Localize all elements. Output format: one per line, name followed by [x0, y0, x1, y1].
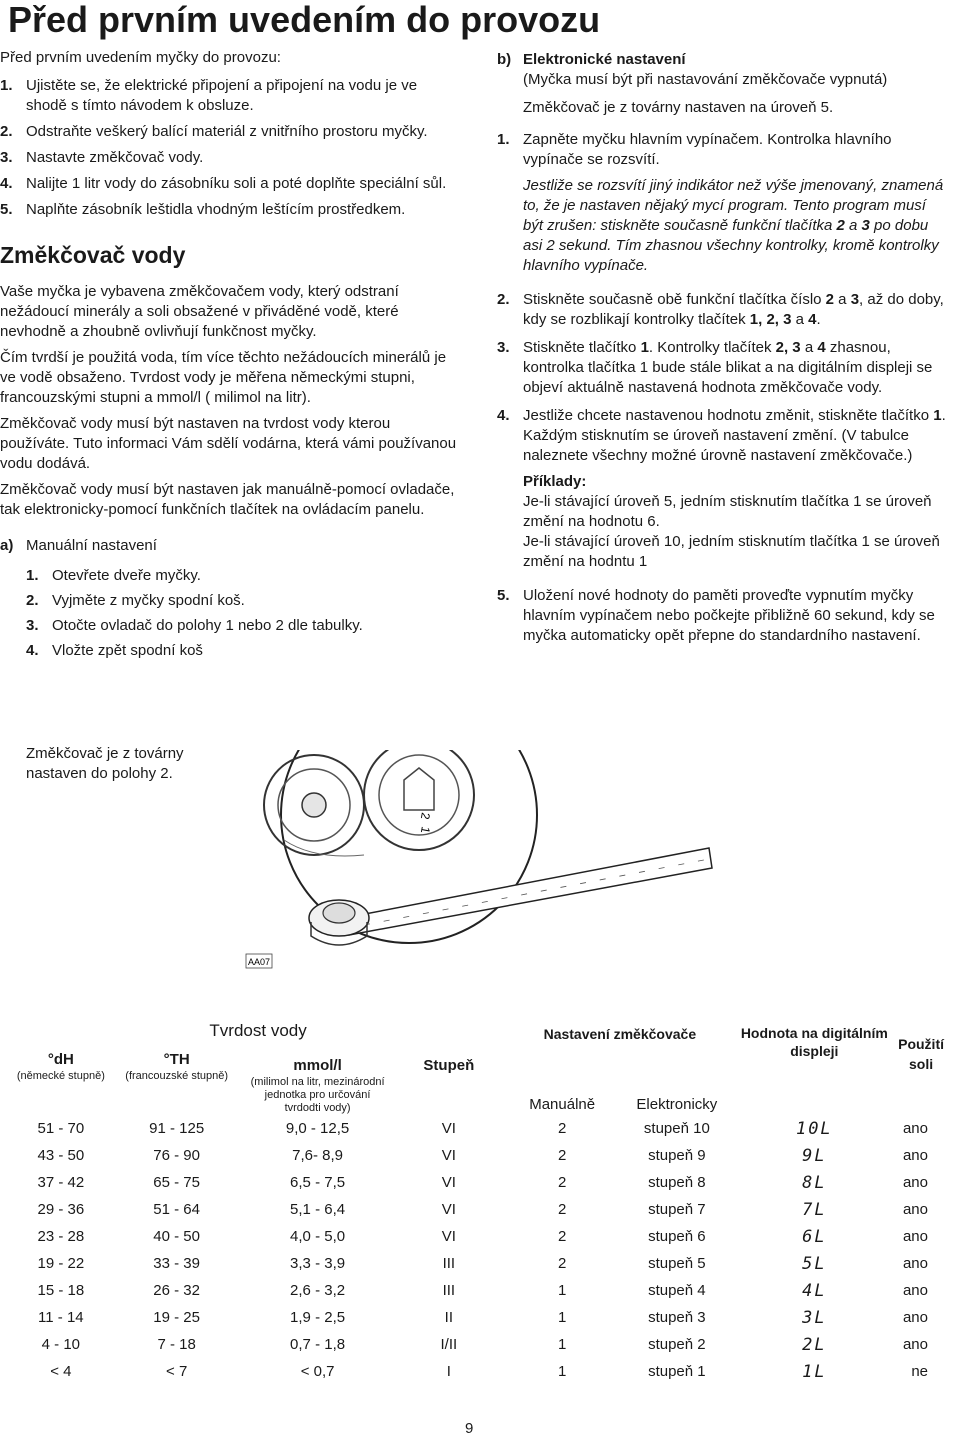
- paragraph: Změkčovač vody musí být nastaven na tvrdost vody kterou používáte. Tuto informaci Vám sdělí vodárna, která vámi používanou vodu dodává.: [0, 415, 457, 472]
- example-1: Je-li stávající úroveň 5, jedním stisknutím tlačítka 1 se úroveň změní na hodnotu 6.: [523, 493, 932, 530]
- table-header-row: [11, 1020, 948, 1042]
- col-th-label: °TH: [163, 1051, 190, 1068]
- cell-elektr: stupeň 7: [648, 1200, 706, 1218]
- cell-mmol: 5,1 - 6,4: [290, 1200, 346, 1218]
- cell-mmol: 2,6 - 3,2: [290, 1281, 346, 1299]
- step-3-text: [523, 338, 947, 398]
- note-part: Jestliže se rozsvítí jiný indikátor než výše jmenovaný, znamená to, že je nastaven nějaký mycí program. Tento program musí být zrušen: stiskněte současně funkční tlačítka: [523, 177, 944, 234]
- cell-manual: 2: [558, 1146, 567, 1164]
- text-part: . Kontrolky tlačítek: [648, 339, 776, 356]
- cell-mmol: 0,7 - 1,8: [290, 1335, 346, 1353]
- cell-th: < 7: [166, 1362, 188, 1380]
- table-row: [11, 1115, 948, 1142]
- electronic-step-5: [497, 586, 947, 646]
- col-mmol-sub: (milimol na litr, mezinárodní jednotka pro určování tvrdodti vody): [250, 1076, 385, 1114]
- cell-disp: 6L: [802, 1226, 827, 1247]
- table-row: [11, 1169, 948, 1196]
- list-text: Nalijte 1 litr vody do zásobníku soli a poté doplňte speciální sůl.: [26, 175, 447, 192]
- col-stupen: Stupeň: [423, 1057, 475, 1074]
- intro-text: Před prvním uvedením myčky do provozu:: [0, 49, 281, 66]
- text-part: a: [791, 311, 809, 328]
- cell-dh: 37 - 42: [37, 1173, 85, 1191]
- cell-stupen: I: [446, 1362, 451, 1380]
- list-text: Odstraňte veškerý balící materiál z vnitřního prostoru myčky.: [26, 123, 428, 140]
- table-row: [11, 1304, 948, 1331]
- text-part: , až do doby, kdy se rozblikají kontrolky tlačítek: [523, 291, 944, 328]
- cell-th: 33 - 39: [153, 1254, 200, 1272]
- key-ref: 1: [933, 407, 942, 424]
- key-ref: 3: [850, 291, 860, 308]
- softener-dial-illustration: [244, 750, 714, 972]
- list-item: [26, 616, 460, 636]
- cell-sul: ano: [902, 1281, 928, 1299]
- list-number: 4.: [26, 642, 39, 659]
- water-hardness-table: [11, 1020, 948, 1385]
- step-2-text: Stiskněte současně obě funkční tlačítka číslo 2 a 3, až do doby, kdy se rozblikají kontrolky tlačítek 1, 2, 3 a 4.: [523, 291, 944, 328]
- step-number: 5.: [497, 587, 510, 604]
- cell-sul: ne: [911, 1362, 928, 1380]
- list-number: 1.: [26, 567, 39, 584]
- cell-stupen: VI: [441, 1146, 456, 1164]
- col-th-sub: (francouzské stupně): [125, 1070, 229, 1082]
- table-row: [11, 1358, 948, 1385]
- text-part: Jestliže chcete nastavenou hodnotu změnit, stiskněte tlačítko: [523, 407, 934, 424]
- electronic-heading: [497, 50, 947, 70]
- note-part: a: [844, 217, 862, 234]
- cell-manual: 2: [558, 1119, 567, 1137]
- cell-mmol: < 0,7: [300, 1362, 335, 1380]
- step-5-text: Uložení nové hodnoty do paměti proveďte vypnutím myčky hlavním vypínačem nebo počkejte přibližně 60 sekund, kdy se myčka automaticky opět přepne do standardního nastavení.: [523, 587, 935, 644]
- cell-mmol: 1,9 - 2,5: [290, 1308, 346, 1326]
- cell-elektr: stupeň 1: [648, 1362, 706, 1380]
- table-row: [11, 1331, 948, 1358]
- col-hodnota: Hodnota na digitálním displeji: [740, 1025, 888, 1059]
- cell-dh: 29 - 36: [37, 1200, 85, 1218]
- cell-elektr: stupeň 4: [648, 1281, 706, 1299]
- manual-title: Manuální nastavení: [26, 537, 157, 554]
- text-part: Stiskněte tlačítko: [523, 339, 641, 356]
- list-text: Otočte ovladač do polohy 1 nebo 2 dle tabulky.: [52, 617, 363, 634]
- examples-title: Příklady:: [523, 473, 587, 490]
- group-header: Tvrdost vody: [209, 1021, 307, 1040]
- cell-dh: 15 - 18: [37, 1281, 85, 1299]
- list-number: 5.: [0, 201, 13, 218]
- electronic-step-1: [497, 130, 947, 276]
- cell-disp: 1L: [802, 1361, 827, 1382]
- manual-heading: [0, 536, 460, 556]
- col-dh-label: °dH: [47, 1051, 74, 1068]
- cell-elektr: stupeň 2: [648, 1335, 706, 1353]
- cell-sul: ano: [902, 1119, 928, 1137]
- manual-steps-list: [0, 566, 460, 661]
- step-number: 1.: [497, 131, 510, 148]
- list-item: [0, 122, 460, 142]
- cell-sul: ano: [902, 1146, 928, 1164]
- cell-th: 19 - 25: [153, 1308, 200, 1326]
- cell-elektr: stupeň 3: [648, 1308, 706, 1326]
- electronic-step-3: [497, 338, 947, 398]
- step-number: 3.: [497, 339, 510, 356]
- list-item: [0, 148, 460, 168]
- cell-disp: 8L: [802, 1172, 827, 1193]
- col-nastaveni: Nastavení změkčovače: [543, 1026, 697, 1042]
- cell-th: 26 - 32: [153, 1281, 200, 1299]
- list-text: Vyjměte z myčky spodní koš.: [52, 592, 245, 609]
- table-row: [11, 1277, 948, 1304]
- cell-mmol: 7,6- 8,9: [292, 1146, 344, 1164]
- page-number: 9: [465, 1420, 474, 1437]
- cell-disp: 10L: [795, 1118, 833, 1139]
- cell-stupen: III: [442, 1281, 456, 1299]
- cell-sul: ano: [902, 1200, 928, 1218]
- softener-paragraphs: [0, 282, 460, 520]
- cell-mmol: 3,3 - 3,9: [290, 1254, 346, 1272]
- text-part: a: [800, 339, 818, 356]
- example-2: Je-li stávající úroveň 10, jedním stisknutím tlačítka 1 se úroveň změní na hodntu 1: [523, 533, 940, 570]
- cell-dh: 51 - 70: [37, 1119, 85, 1137]
- section-title: Změkčovač vody: [0, 242, 186, 268]
- electronic-step-4: [497, 406, 947, 572]
- cell-elektr: stupeň 9: [648, 1146, 706, 1164]
- step-4-text: [523, 406, 947, 466]
- cell-sul: ano: [902, 1335, 928, 1353]
- cell-elektr: stupeň 8: [648, 1173, 706, 1191]
- list-number: 2.: [26, 592, 39, 609]
- table-row: [11, 1196, 948, 1223]
- col-mmol: [243, 1042, 393, 1115]
- cell-manual: 2: [558, 1227, 567, 1245]
- table-row: [11, 1223, 948, 1250]
- cell-mmol: 6,5 - 7,5: [290, 1173, 346, 1191]
- cell-dh: 23 - 28: [37, 1227, 85, 1245]
- cell-dh: 19 - 22: [37, 1254, 85, 1272]
- key-ref: 1, 2, 3: [749, 311, 792, 328]
- text-part: . Každým stisknutím se úroveň nastavení změní. (V tabulce naleznete všechny možné úrovně nastavení změkčovače.): [523, 407, 946, 464]
- table-row: [11, 1142, 948, 1169]
- col-dh-sub: (německé stupně): [16, 1070, 105, 1082]
- cell-disp: 7L: [802, 1199, 827, 1220]
- cell-th: 51 - 64: [153, 1200, 200, 1218]
- text-part: Stiskněte současně obě funkční tlačítka číslo: [523, 291, 826, 308]
- col-manual: Manuálně: [529, 1096, 596, 1113]
- paragraph: Čím tvrdší je použitá voda, tím více těchto nežádoucích minerálů je ve vodě obsaženo. Tvrdost vody je měřena německými stupni, francouzskými stupni a mmol/l ( milimol na litr).: [0, 349, 447, 406]
- list-item: [0, 200, 460, 220]
- dial-label-2: 2: [417, 811, 433, 821]
- factory-note: Změkčovač je z továrny nastaven do polohy 2.: [26, 745, 184, 782]
- cell-sul: ano: [902, 1254, 928, 1272]
- cell-stupen: II: [444, 1308, 454, 1326]
- cell-dh: 43 - 50: [37, 1146, 85, 1164]
- cell-manual: 1: [558, 1335, 567, 1353]
- setup-steps-list: [0, 76, 460, 220]
- paragraph: Vaše myčka je vybavena změkčovačem vody, který odstraní nežádoucí minerály a soli obsažené v přiváděné vodě, které nevhodně a zhoubně ovlivňují funkčnost myčky.: [0, 283, 399, 340]
- cell-dh: 4 - 10: [41, 1335, 81, 1353]
- dial-label-1: 1: [417, 825, 433, 835]
- key-ref: 3: [861, 217, 870, 234]
- col-mmol-label: mmol/l: [293, 1057, 342, 1074]
- cell-th: 91 - 125: [149, 1119, 205, 1137]
- electronic-title: Elektronické nastavení: [523, 51, 686, 68]
- cell-disp: 5L: [802, 1253, 827, 1274]
- cell-stupen: VI: [441, 1200, 456, 1218]
- cell-sul: ano: [902, 1173, 928, 1191]
- cell-manual: 2: [558, 1254, 567, 1272]
- list-number: 3.: [26, 617, 39, 634]
- paragraph: Změkčovač vody musí být nastaven jak manuálně-pomocí ovladače, tak elektronicky-pomocí funkčních tlačítek na ovládacím panelu.: [0, 481, 455, 518]
- cell-stupen: I/II: [440, 1335, 458, 1353]
- key-ref: 2: [825, 291, 835, 308]
- list-number: 3.: [0, 149, 13, 166]
- left-column: [0, 48, 460, 666]
- cell-disp: 3L: [802, 1307, 827, 1328]
- list-text: Naplňte zásobník leštidla vhodným leštícím prostředkem.: [26, 201, 406, 218]
- cell-stupen: VI: [441, 1173, 456, 1191]
- cell-th: 40 - 50: [153, 1227, 200, 1245]
- cell-disp: 9L: [802, 1145, 827, 1166]
- step-1-text: Zapněte myčku hlavním vypínačem. Kontrolka hlavního vypínače se rozsvítí.: [523, 131, 892, 168]
- key-ref: 4: [808, 311, 817, 328]
- list-text: Otevřete dveře myčky.: [52, 567, 201, 584]
- right-column: [497, 50, 947, 652]
- list-number: 4.: [0, 175, 13, 192]
- list-text: Nastavte změkčovač vody.: [26, 149, 204, 166]
- cell-manual: 2: [558, 1200, 567, 1218]
- list-item: [0, 76, 460, 116]
- col-dh: [11, 1042, 111, 1115]
- list-text: Vložte zpět spodní koš: [52, 642, 203, 659]
- step-1-note: [523, 176, 947, 276]
- col-th: [111, 1042, 243, 1115]
- figure-code: AA07: [248, 957, 271, 967]
- cell-th: 76 - 90: [153, 1146, 200, 1164]
- cell-th: 7 - 18: [157, 1335, 196, 1353]
- cell-stupen: VI: [441, 1227, 456, 1245]
- cell-mmol: 4,0 - 5,0: [290, 1227, 346, 1245]
- cell-sul: ano: [902, 1227, 928, 1245]
- electronic-subtitle: (Myčka musí být při nastavování změkčovače vypnutá): [523, 71, 888, 88]
- col-elektr: Elektronicky: [636, 1096, 718, 1113]
- cell-elektr: stupeň 5: [648, 1254, 706, 1272]
- list-item: [0, 174, 460, 194]
- key-ref: 4: [817, 339, 826, 356]
- cell-elektr: stupeň 10: [643, 1119, 710, 1137]
- cell-manual: 1: [558, 1362, 567, 1380]
- table-row: [11, 1250, 948, 1277]
- list-text: Ujistěte se, že elektrické připojení a připojení na vodu je ve shodě s tímto návodem k obsluze.: [26, 77, 418, 114]
- electronic-step-2: [497, 290, 947, 330]
- cell-disp: 2L: [802, 1334, 827, 1355]
- page-title: Před prvním uvedením do provozu: [8, 0, 601, 40]
- cell-manual: 1: [558, 1308, 567, 1326]
- text-part: zhasnou, kontrolka tlačítka 1 bude stále blikat a na digitálním displeji se objeví aktuálně nastavená hodnota změkčovače vody.: [523, 339, 933, 396]
- cell-stupen: III: [442, 1254, 456, 1272]
- list-item: [26, 641, 460, 661]
- cell-dh: < 4: [50, 1362, 72, 1380]
- cell-disp: 4L: [802, 1280, 827, 1301]
- cell-stupen: VI: [441, 1119, 456, 1137]
- text-part: a: [834, 291, 851, 308]
- cell-elektr: stupeň 6: [648, 1227, 706, 1245]
- cell-th: 65 - 75: [153, 1173, 200, 1191]
- key-ref: 1: [640, 339, 649, 356]
- list-number: 1.: [0, 77, 13, 94]
- step-number: 4.: [497, 407, 510, 424]
- col-sul: Použití soli: [898, 1036, 944, 1072]
- cell-manual: 2: [558, 1173, 567, 1191]
- list-item: [26, 566, 460, 586]
- cell-manual: 1: [558, 1281, 567, 1299]
- electronic-label: b): [497, 51, 512, 68]
- list-item: [26, 591, 460, 611]
- softener-figure: [244, 750, 714, 972]
- cell-dh: 11 - 14: [38, 1308, 84, 1326]
- cell-mmol: 9,0 - 12,5: [285, 1119, 350, 1137]
- list-number: 2.: [0, 123, 13, 140]
- key-ref: 2: [836, 217, 845, 234]
- key-ref: 2, 3: [775, 339, 801, 356]
- note-part: po dobu asi 2 sekund. Tím zhasnou všechny kontrolky, kromě kontrolky hlavního vypínače.: [523, 217, 939, 274]
- step-number: 2.: [497, 291, 510, 308]
- manual-label: a): [0, 537, 14, 554]
- electronic-factory: Změkčovač je z továrny nastaven na úroveň 5.: [523, 99, 834, 116]
- cell-sul: ano: [902, 1308, 928, 1326]
